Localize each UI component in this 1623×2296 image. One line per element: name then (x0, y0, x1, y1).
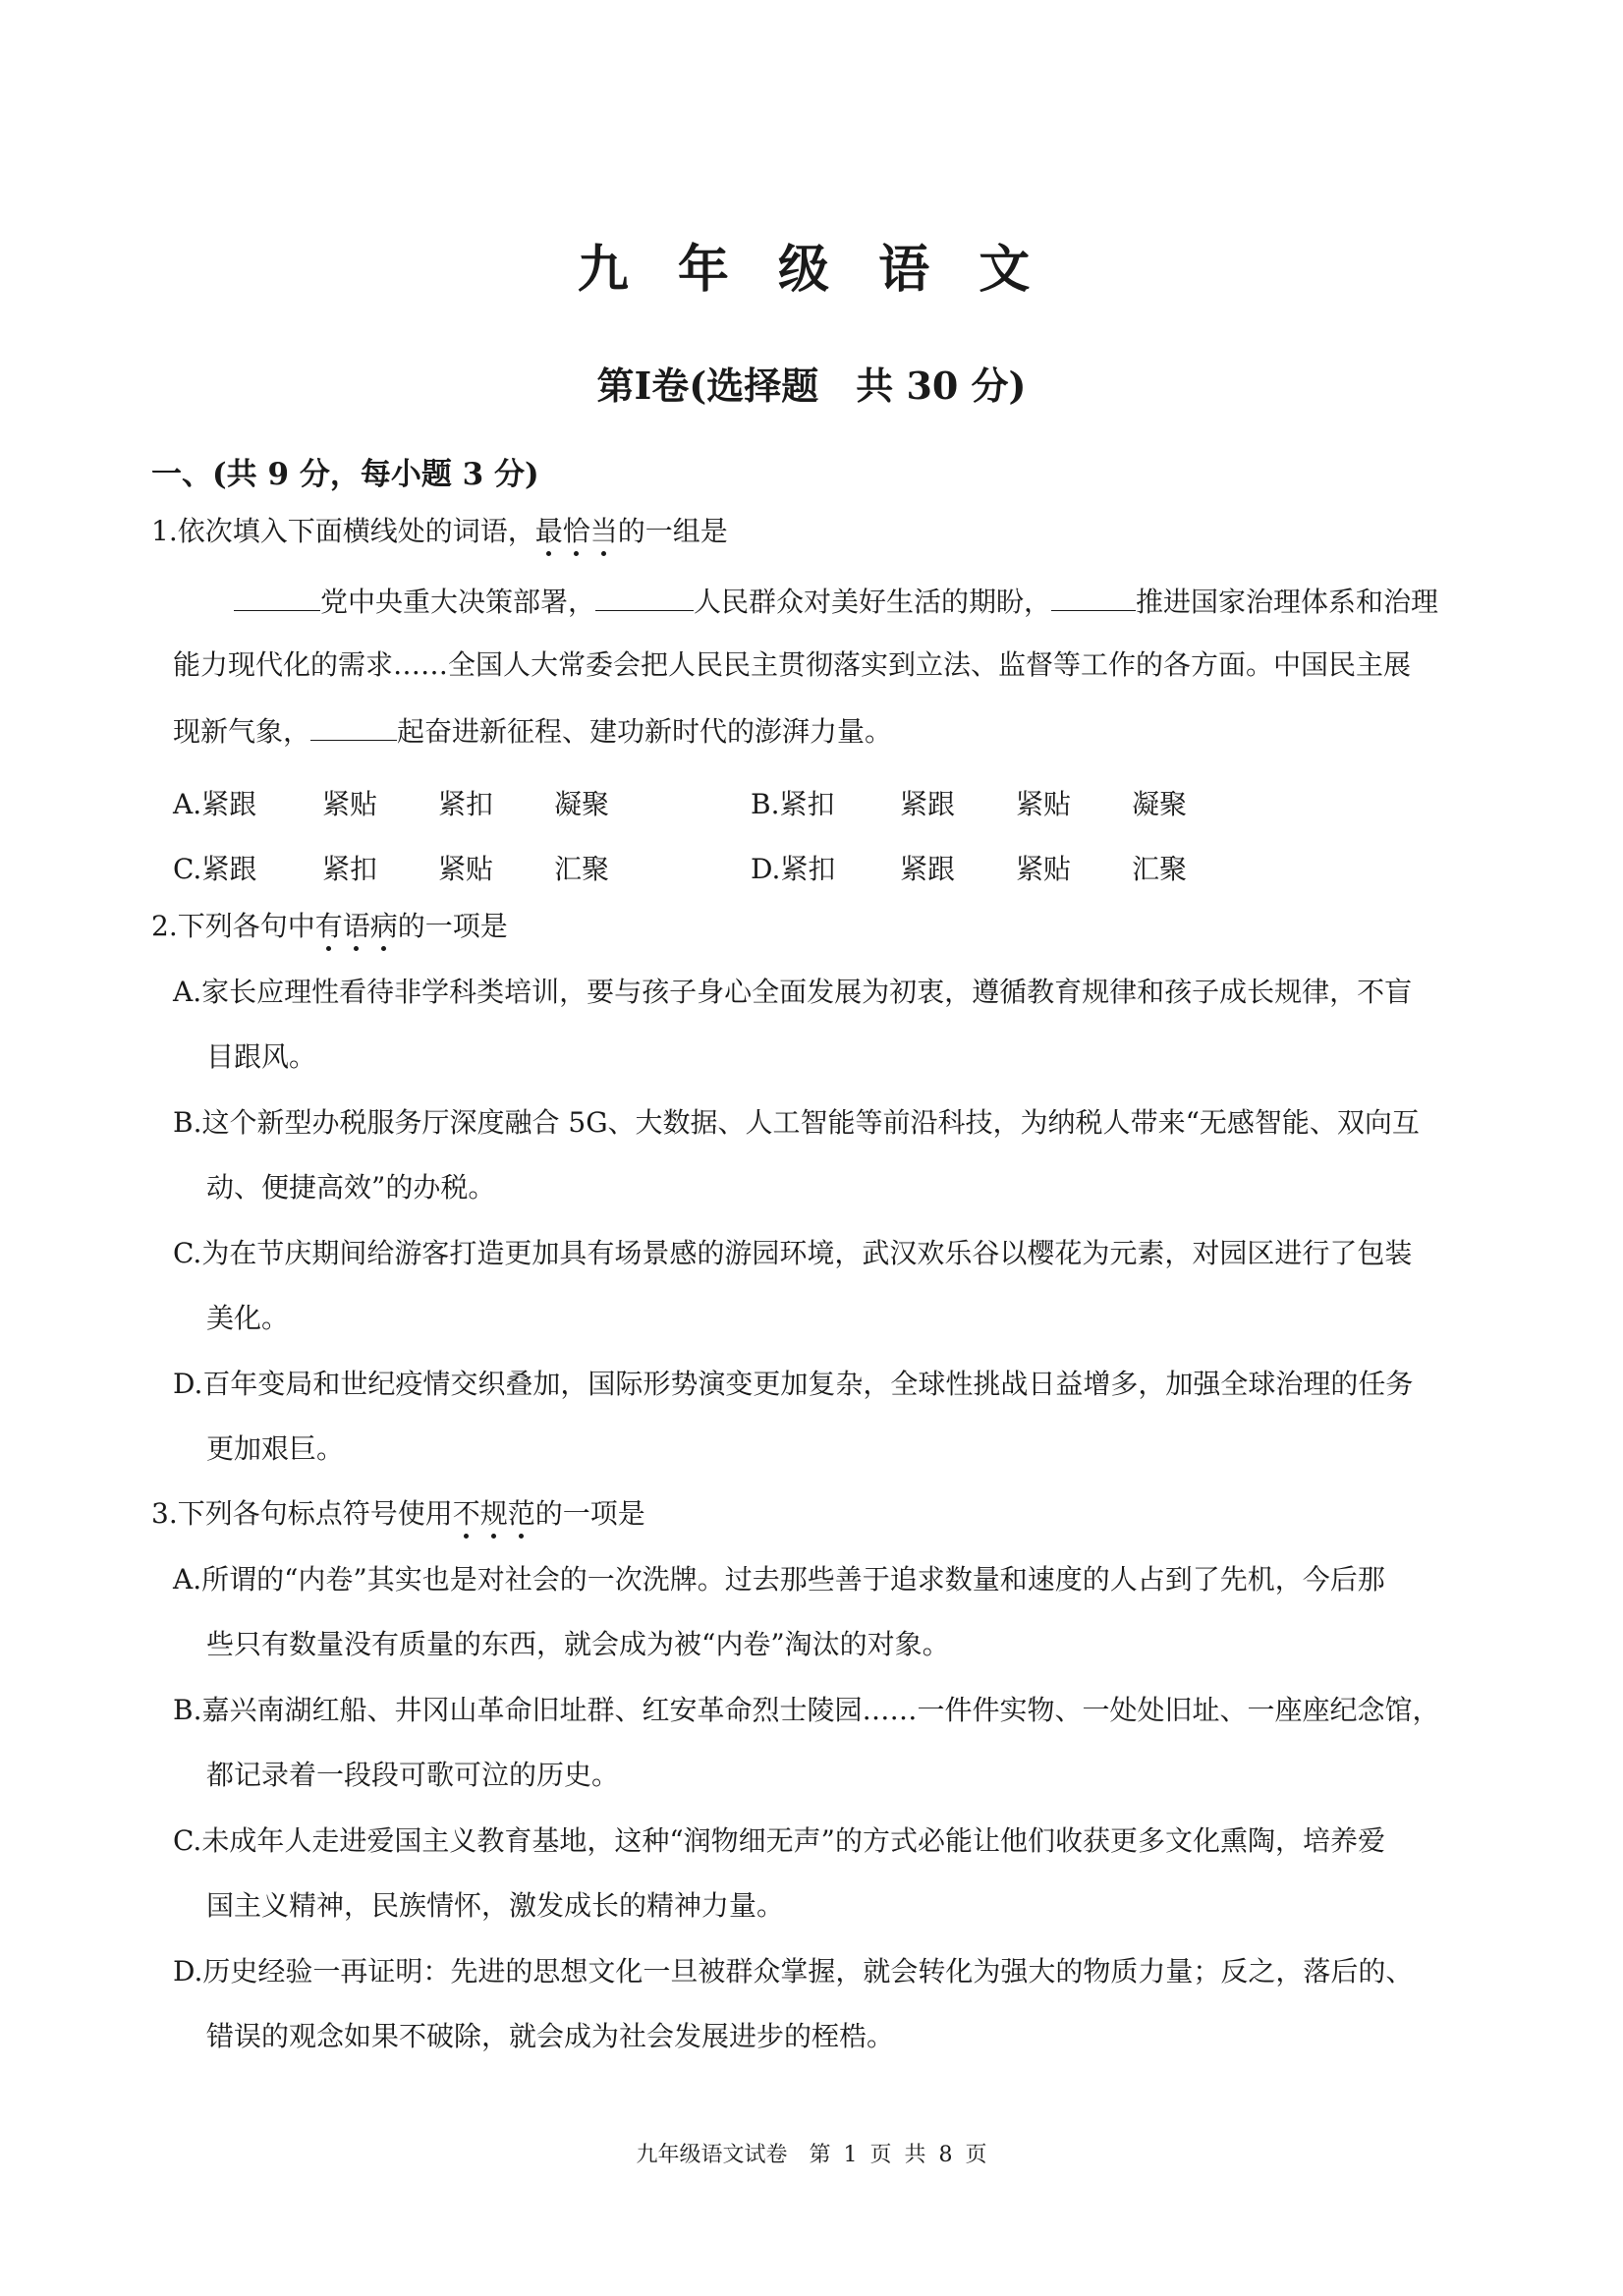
question-1-stem: 1.依次填入下面横线处的词语，最恰当的一组是 (151, 515, 728, 547)
section-heading: 一、(共 9 分，每小题 3 分) (151, 457, 539, 492)
exam-page: 九 年 级 语 文 第Ⅰ卷(选择题 共 30 分) 一、(共 9 分，每小题 3 分) 1.依次填入下面横线处的词语，最恰当的一组是 党中央重大决策部署， 人民群众对美好生活的期盼， 推进国家治理体系和治理 能力现代化的需求……全国人大常委会把人民民主贯彻落实到立法、监督等工作的各方面。中国民主展 现新气象， 起奋进新征程、建功新时代的澎湃力量。 A.紧跟 紧贴 紧扣 凝聚 B.紧扣 紧跟 紧贴 凝聚 C.紧跟 紧扣 紧贴 汇聚 D.紧扣 紧跟 紧贴 汇聚 2.下列各句中有语病的一项是 A.家长应理性看待非学科类培训，要与孩子身心全面发展为初衷，遵循教育规律和孩子成长规律，不盲 目跟风。 B.这个新型办税服务厅深度融合 5G、大数据、人工智能等前沿科技，为纳税人带来“无感智能、双向互 动、便捷高效”的办税。 C.为在节庆期间给游客打造更加具有场景感的游园环境，武汉欢乐谷以樱花为元素，对园区进行了包装 美化。 D.百年变局和世纪疫情交织叠加，国际形势演变更加复杂，全球性挑战日益增多，加强全球治理的任务 更加艰巨。 3.下列各句标点符号使用不规范的一项是 A.所谓的“内卷”其实也是对社会的一次洗牌。过去那些善于追求数量和速度的人占到了先机，今后那 些只有数量没有质量的东西，就会成为被“内卷”淘汰的对象。 B.嘉兴南湖红船、井冈山革命旧址群、红安革命烈士陵园……一件件实物、一处处旧址、一座座纪念馆， 都记录着一段段可歌可泣的历史。 C.未成年人走进爱国主义教育基地，这种“润物细无声”的方式必能让他们收获更多文化熏陶，培养爱 国主义精神，民族情怀，激发成长的精神力量。 D.历史经验一再证明：先进的思想文化一旦被群众掌握，就会转化为强大的物质力量；反之，落后的、 错误的观念如果不破除，就会成为社会发展进步的桎梏。 九年级语文试卷 第 1 页 共 8 页 (0, 0, 1623, 2296)
question-3-option-d-cont: 错误的观念如果不破除，就会成为社会发展进步的桎梏。 (206, 2020, 895, 2052)
question-2-option-b: B.这个新型办税服务厅深度融合 5G、大数据、人工智能等前沿科技，为纳税人带来“无感智能、双向互 (173, 1106, 1420, 1139)
part-subtitle: 第Ⅰ卷(选择题 共 30 分) (596, 364, 1027, 408)
question-2-option-c-cont: 美化。 (206, 1302, 290, 1334)
question-2-option-c: C.为在节庆期间给游客打造更加具有场景感的游园环境，武汉欢乐谷以樱花为元素，对园区进行了包装 (173, 1237, 1413, 1269)
question-2-option-d-cont: 更加艰巨。 (206, 1432, 345, 1465)
question-2-stem: 2.下列各句中有语病的一项是 (151, 910, 508, 942)
page-title: 九 年 级 语 文 (577, 241, 1046, 300)
question-1-passage-line-3: 现新气象， 起奋进新征程、建功新时代的澎湃力量。 (173, 715, 893, 748)
fill-blank-4 (310, 716, 397, 741)
question-3-stem: 3.下列各句标点符号使用不规范的一项是 (151, 1497, 645, 1530)
question-3-option-d: D.历史经验一再证明：先进的思想文化一旦被群众掌握，就会转化为强大的物质力量；反之，落后的、 (173, 1955, 1414, 1988)
question-2-option-d: D.百年变局和世纪疫情交织叠加，国际形势演变更加复杂，全球性挑战日益增多，加强全球治理的任务 (173, 1368, 1414, 1400)
question-3-option-a-cont: 些只有数量没有质量的东西，就会成为被“内卷”淘汰的对象。 (206, 1628, 950, 1660)
fill-blank-1 (234, 587, 320, 611)
fill-blank-2 (595, 587, 694, 611)
question-3-option-a: A.所谓的“内卷”其实也是对社会的一次洗牌。过去那些善于追求数量和速度的人占到了先机，今后那 (173, 1563, 1385, 1596)
question-2-option-a-cont: 目跟风。 (206, 1040, 317, 1073)
question-2-emphasis: 有语病 (314, 910, 398, 942)
question-1-emphasis: 最恰当 (534, 515, 618, 547)
question-1-passage-line-1: 党中央重大决策部署， 人民群众对美好生活的期盼， 推进国家治理体系和治理 (234, 587, 1438, 616)
question-3-emphasis: 不规范 (452, 1497, 535, 1530)
question-3-option-b: B.嘉兴南湖红船、井冈山革命旧址群、红安革命烈士陵园……一件件实物、一处处旧址、一座座纪念馆， (173, 1694, 1440, 1726)
question-3-option-c-cont: 国主义精神，民族情怀，激发成长的精神力量。 (206, 1889, 785, 1922)
question-3-option-b-cont: 都记录着一段段可歌可泣的历史。 (206, 1759, 620, 1791)
question-1-passage-line-2: 能力现代化的需求……全国人大常委会把人民民主贯彻落实到立法、监督等工作的各方面。中国民主展 (173, 648, 1412, 681)
fill-blank-3 (1051, 587, 1136, 611)
question-2-option-b-cont: 动、便捷高效”的办税。 (206, 1171, 496, 1204)
question-3-option-c: C.未成年人走进爱国主义教育基地，这种“润物细无声”的方式必能让他们收获更多文化熏陶，培养爱 (173, 1824, 1385, 1857)
page-footer: 九年级语文试卷 第 1 页 共 8 页 (636, 2143, 987, 2167)
question-2-option-a: A.家长应理性看待非学科类培训，要与孩子身心全面发展为初衷，遵循教育规律和孩子成长规律，不盲 (173, 976, 1413, 1008)
